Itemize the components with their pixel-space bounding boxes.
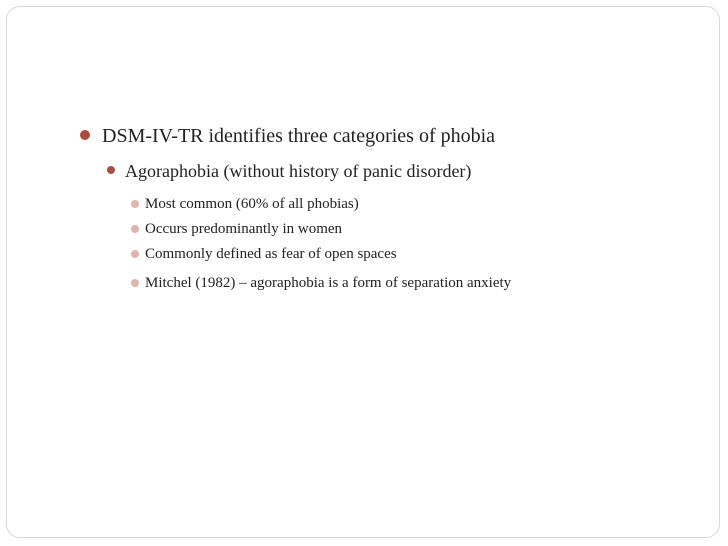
- bullet-item-level3: [131, 197, 359, 212]
- bullet-text: Most common (60% of all phobias): [145, 196, 359, 212]
- bullet-text: DSM-IV-TR identifies three categories of phobia: [102, 125, 496, 147]
- bullet-icon: [131, 225, 139, 233]
- bullet-item-level3: [131, 247, 397, 262]
- bullet-text: Occurs predominantly in women: [145, 221, 343, 237]
- bullet-text: Mitchel (1982) – agoraphobia is a form of separation anxiety: [145, 275, 512, 291]
- bullet-icon: [131, 200, 139, 208]
- bullet-text: Commonly defined as fear of open spaces: [145, 246, 397, 262]
- bullet-icon: [80, 130, 90, 140]
- bullet-item-level2: [108, 162, 471, 180]
- bullet-text: Agoraphobia (without history of panic disorder): [125, 161, 472, 181]
- bullet-icon: [131, 279, 139, 287]
- bullet-icon: [107, 166, 115, 174]
- bullet-item-level3: [131, 276, 511, 291]
- bullet-item-level1: [81, 126, 495, 146]
- bullet-icon: [131, 250, 139, 258]
- bullet-item-level3: [131, 222, 342, 237]
